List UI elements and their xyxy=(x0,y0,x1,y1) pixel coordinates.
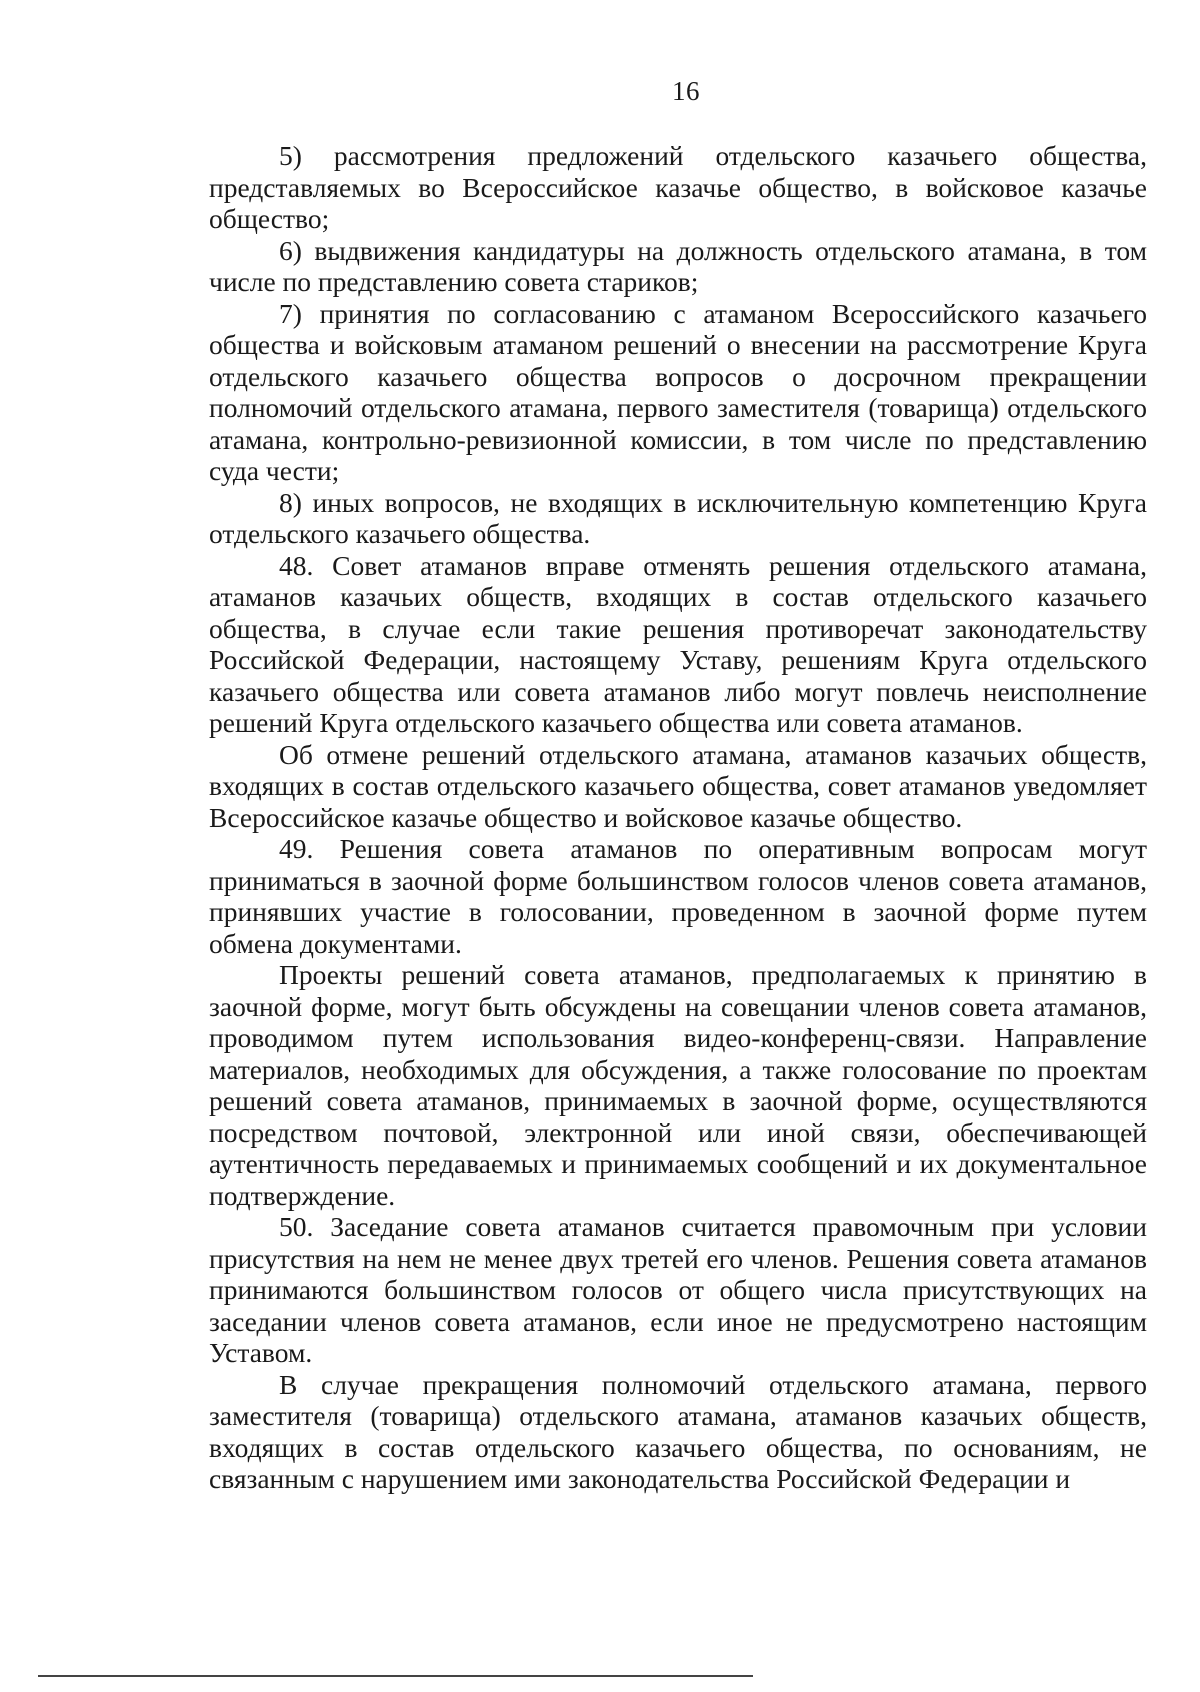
paragraph-item-8: 8) иных вопросов, не входящих в исключительную компетенцию Круга отдельского казачьего общества. xyxy=(209,486,1147,549)
paragraph-clause-50: 50. Заседание совета атаманов считается правомочным при условии присутствия на нем не менее двух третей его членов. Решения совета атаманов принимаются большинством голосов от общего числа присутствующих на заседании членов совета атаманов, если иное не предусмотрено настоящим Уставом. xyxy=(209,1211,1147,1368)
paragraph-clause-49: 49. Решения совета атаманов по оперативным вопросам могут приниматься в заочной форме большинством голосов членов совета атаманов, принявших участие в голосовании, проведенном в заочной форме путем обмена документами. xyxy=(209,833,1147,959)
document-body xyxy=(209,140,1147,1495)
paragraph-item-5: 5) рассмотрения предложений отдельского казачьего общества, представляемых во Всероссийское казачье общество, в войсковое казачье общество; xyxy=(209,140,1147,234)
paragraph-clause-48: 48. Совет атаманов вправе отменять решения отдельского атамана, атаманов казачьих обществ, входящих в состав отдельского казачьего общества, в случае если такие решения противоречат законодательству Российской Федерации, настоящему Уставу, решениям Круга отдельского казачьего общества или совета атаманов либо могут повлечь неисполнение решений Круга отдельского казачьего общества или совета атаманов. xyxy=(209,549,1147,738)
paragraph-clause-48-cont: Об отмене решений отдельского атамана, атаманов казачьих обществ, входящих в состав отдельского казачьего общества, совет атаманов уведомляет Всероссийское казачье общество и войсковое казачье общество. xyxy=(209,738,1147,833)
paragraph-item-7: 7) принятия по согласованию с атаманом Всероссийского казачьего общества и войсковым атаманом решений о внесении на рассмотрение Круга отдельского казачьего общества вопросов о досрочном прекращении полномочий отдельского атамана, первого заместителя (товарища) отдельского атамана, контрольно-ревизионной комиссии, в том числе по представлению суда чести; xyxy=(209,297,1147,486)
paragraph-item-6: 6) выдвижения кандидатуры на должность отдельского атамана, в том числе по представлению совета стариков; xyxy=(209,234,1147,297)
paragraph-clause-49-cont: Проекты решений совета атаманов, предполагаемых к принятию в заочной форме, могут быть обсуждены на совещании членов совета атаманов, проводимом путем использования видео-конференц-связи. Направление материалов, необходимых для обсуждения, а также голосование по проектам решений совета атаманов, принимаемых в заочной форме, осуществляются посредством почтовой, электронной или иной связи, обеспечивающей аутентичность передаваемых и принимаемых сообщений и их документальное подтверждение. xyxy=(209,959,1147,1211)
paragraph-clause-50-cont: В случае прекращения полномочий отдельского атамана, первого заместителя (товарища) отдельского атамана, атаманов казачьих обществ, входящих в состав отдельского казачьего общества, по основаниям, не связанным с нарушением ими законодательства Российской Федерации и xyxy=(209,1368,1147,1494)
page-number: 16 xyxy=(672,76,700,106)
bottom-rule-line xyxy=(38,1675,753,1677)
